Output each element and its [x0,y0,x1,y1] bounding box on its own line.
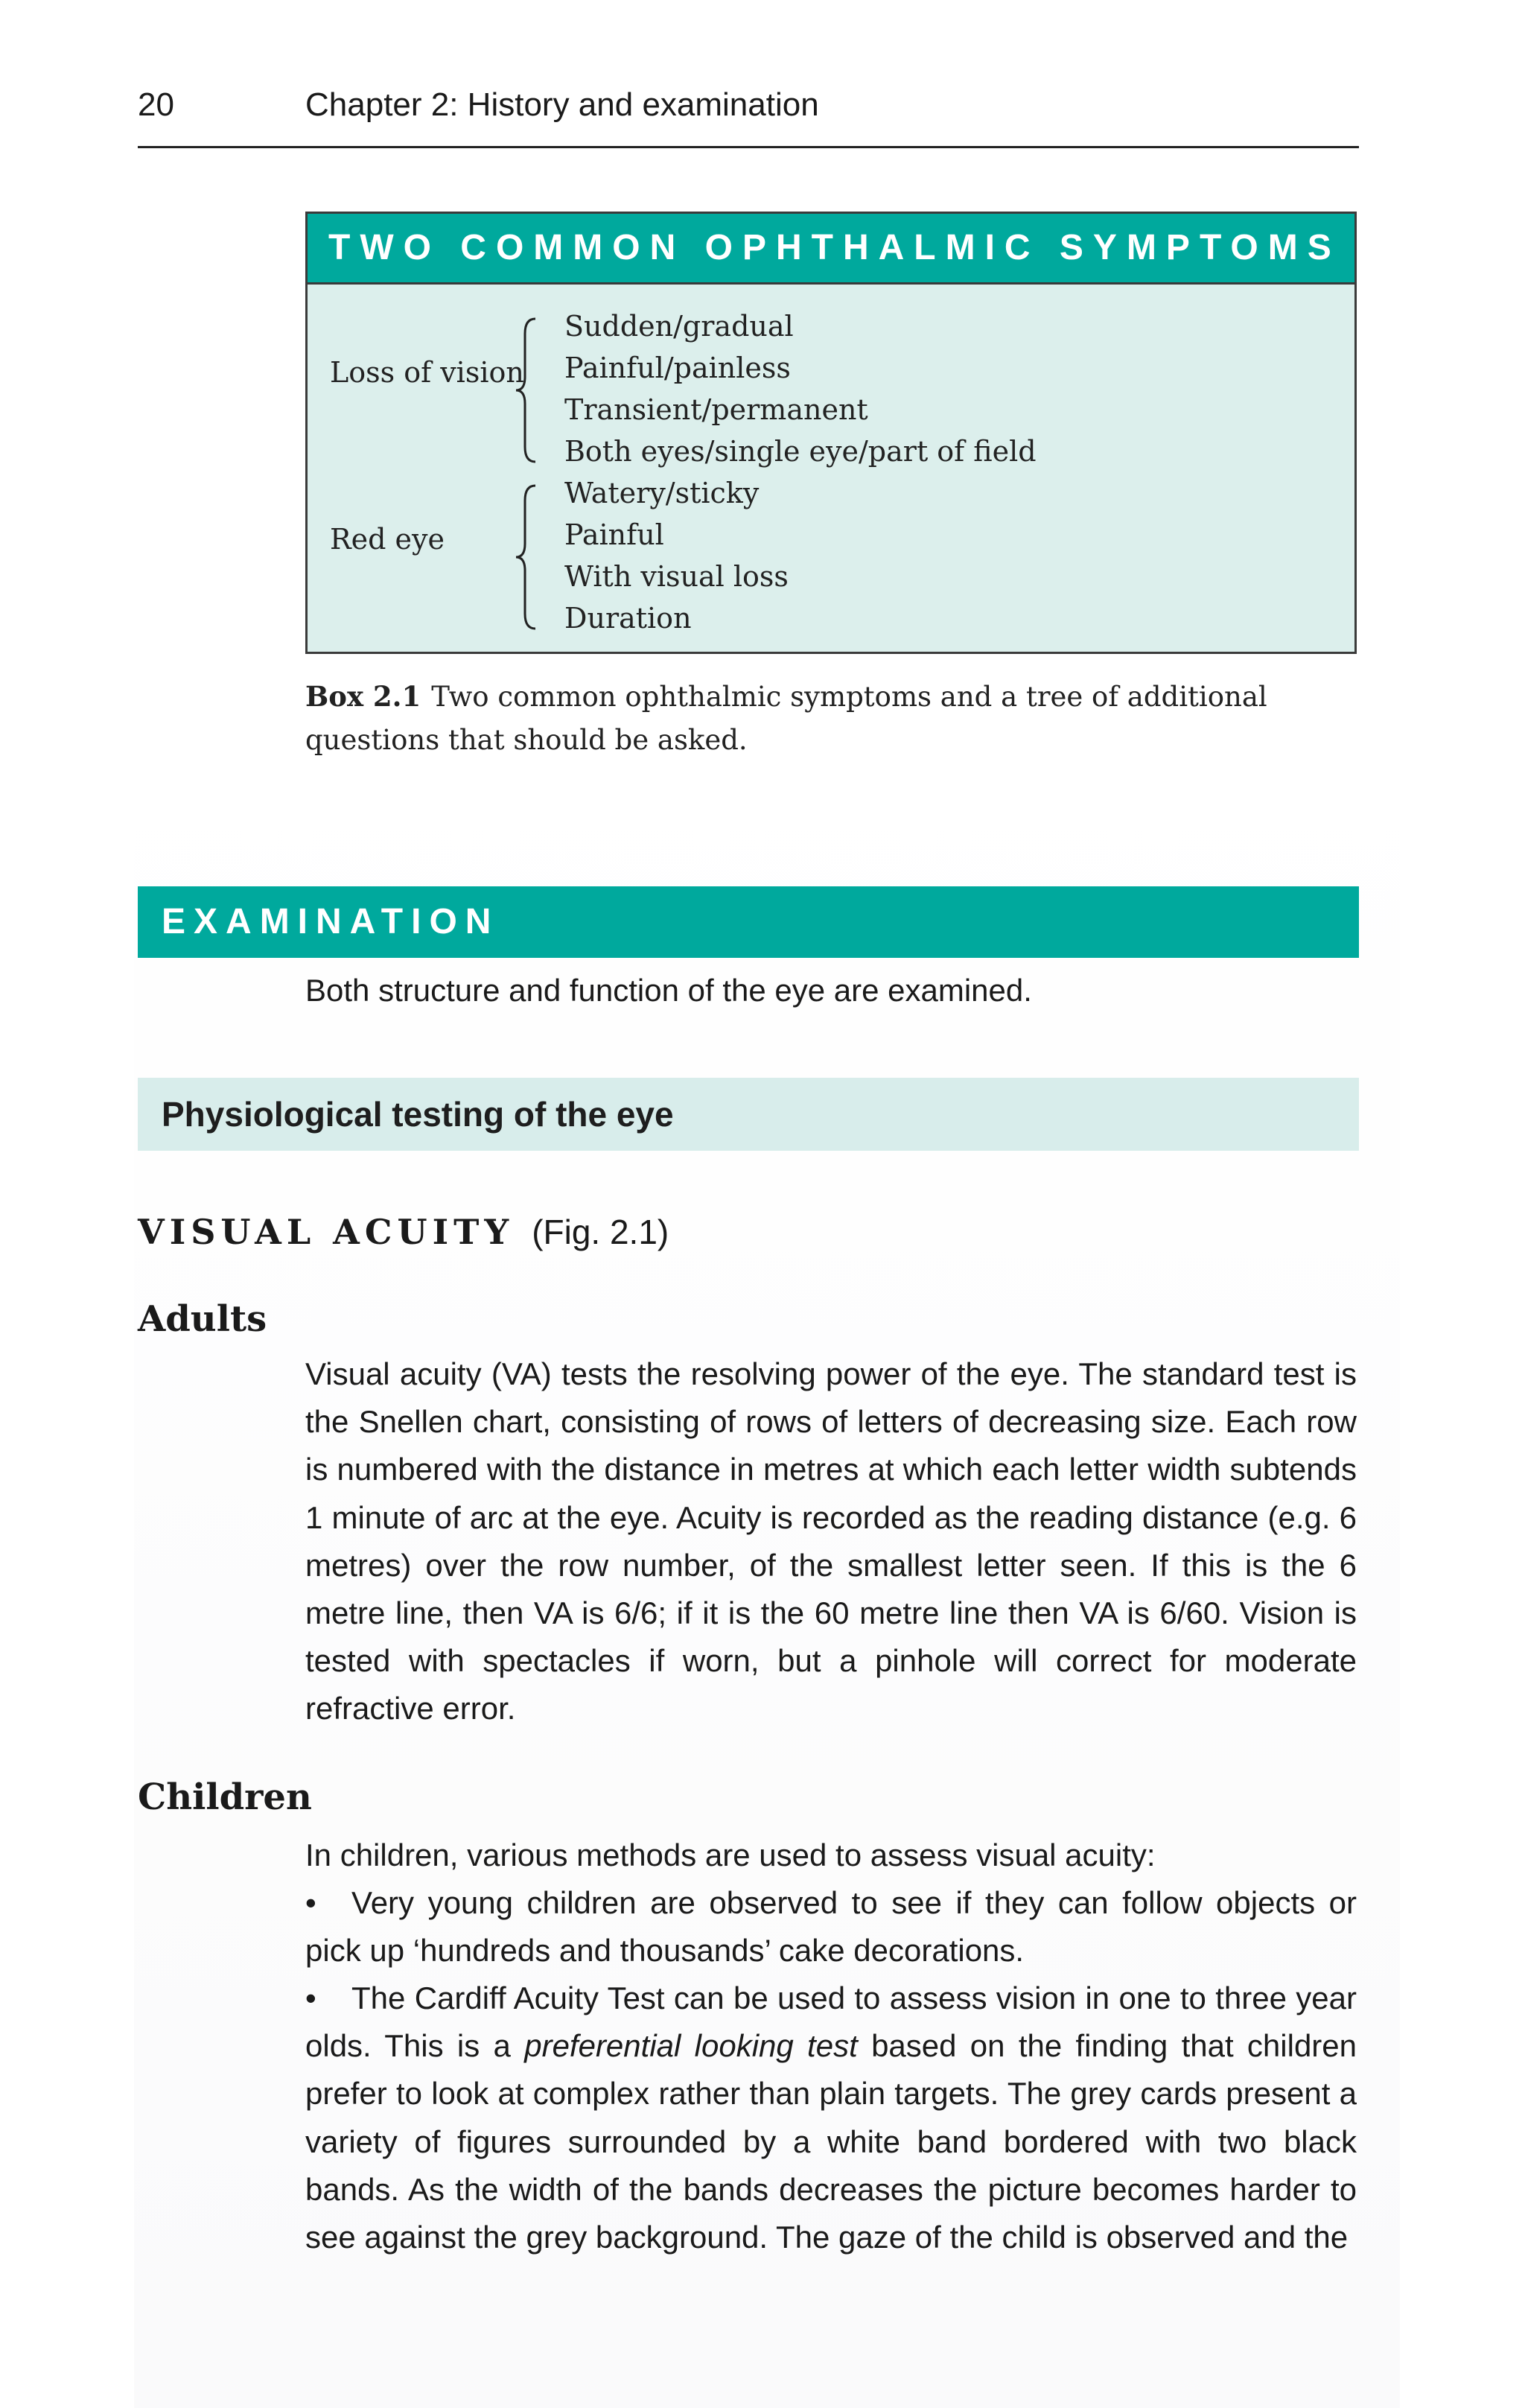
running-head: Chapter 2: History and examination [305,86,819,123]
box-caption [305,675,1363,762]
page-number: 20 [138,86,174,123]
list-item: Both eyes/single eye/part of field [564,435,1037,468]
bullet-item-2 [305,1975,1357,2261]
symptoms-box [305,212,1357,654]
list-item: Sudden/gradual [564,310,794,343]
page-header [138,86,1359,148]
bullet-icon: • [305,1980,316,2015]
visual-acuity-title: VISUAL ACUITY [138,1212,515,1252]
visual-acuity-heading [138,1210,669,1254]
box-body [308,285,1354,654]
emphasis-text: preferential looking test [524,2028,858,2064]
bullet-text: Very young children are observed to see if they can follow objects or pick up ‘hundreds and thousands’ cake decorations. [305,1885,1357,1969]
adults-heading: Adults [138,1298,267,1340]
adults-paragraph: Visual acuity (VA) tests the resolving power of the eye. The standard test is the Snellen chart, consisting of rows of letters of decreasing size. Each row is numbered with the distance in metres at which each letter width subtends 1 minute of arc at the eye. Acuity is recorded as the reading distance (e.g. 6 metres) over the row number, of the smallest letter seen. If this is the 6 metre line, then VA is 6/6; if it is the 60 metre line then VA is 6/60. Vision is tested with spectacles if worn, but a pinhole will correct for moderate refractive error. [305,1356,1357,1726]
children-heading: Children [138,1776,312,1818]
list-item: Transient/permanent [564,393,868,426]
caption-label: Box 2.1 [305,680,421,713]
group-label-red-eye: Red eye [330,523,445,556]
list-item: Painful [564,518,664,551]
bullet-icon: • [305,1885,316,1920]
left-brace-icon [513,316,543,465]
red-eye-list [564,472,789,639]
bullet-text: based on the finding that children prefer to look at complex rather than plain targets. The grey cards present a variety of figures surrounded by a white band bordered with two black bands. As the width of the bands decreases the picture becomes harder to see against the grey background. The gaze of the child is observed and the [305,2028,1357,2255]
list-item: With visual loss [564,560,789,593]
caption-text: Two common ophthalmic symptoms and a tree of additional questions that should be asked. [305,681,1267,756]
group-label-loss-of-vision: Loss of vision [330,356,524,389]
list-item: Painful/painless [564,352,791,384]
section-heading-examination: EXAMINATION [138,886,1359,958]
bullet-item-1 [305,1879,1357,1975]
figure-reference: (Fig. 2.1) [532,1213,669,1251]
loss-of-vision-list [564,305,1037,472]
box-title: TWO COMMON OPHTHALMIC SYMPTOMS [308,214,1354,285]
list-item: Watery/sticky [564,477,760,509]
children-intro: In children, various methods are used to assess visual acuity: [305,1837,1156,1872]
examination-intro: Both structure and function of the eye are examined. [305,973,1032,1008]
bullet-text: The Cardiff Acuity Test can be used to assess vision in one to three year olds. This is a [305,1980,1357,2064]
subsection-heading: Physiological testing of the eye [138,1078,1359,1151]
left-brace-icon [513,483,543,632]
list-item: Duration [564,602,692,635]
